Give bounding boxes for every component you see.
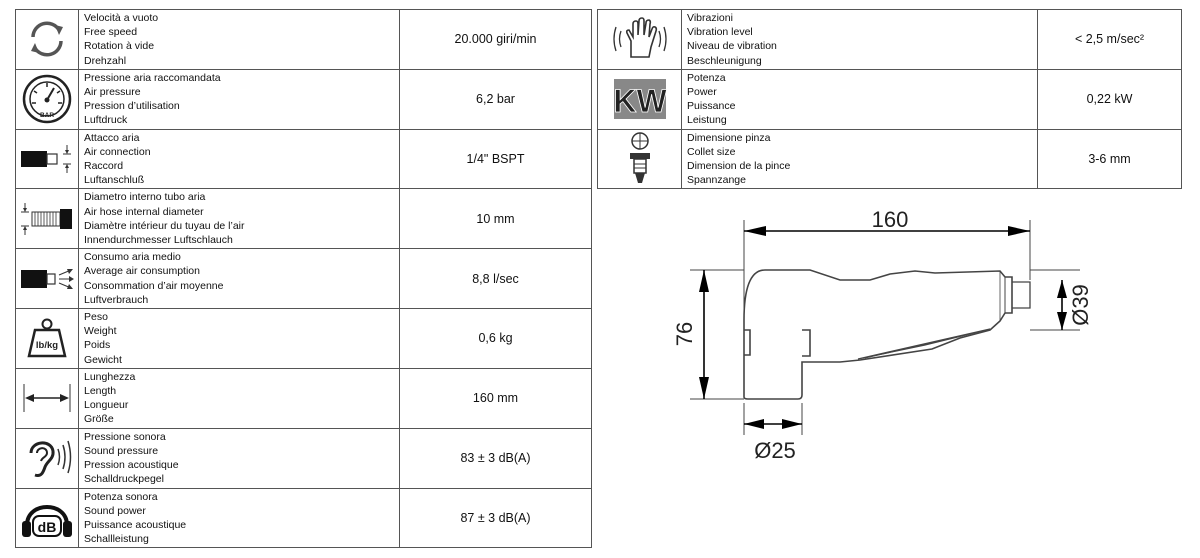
spec-value: 0,6 kg	[400, 309, 592, 369]
tool-outline	[744, 270, 1030, 399]
spec-label-line: Air hose internal diameter	[84, 205, 204, 218]
right-spec-row	[598, 69, 1182, 129]
spec-icon-cell	[16, 129, 79, 189]
spec-label-line: Peso	[84, 311, 108, 324]
spec-value: 0,22 kW	[1038, 69, 1182, 129]
height-dimension-label: 76	[672, 321, 697, 347]
spec-label-cell	[79, 249, 400, 309]
spec-label-line: Air pressure	[84, 86, 141, 99]
spec-label-line: Length	[84, 385, 117, 398]
spec-label-line: Free speed	[84, 26, 138, 39]
spec-label-cell	[682, 69, 1038, 129]
spec-icon-cell	[16, 249, 79, 309]
spec-label-line: Beschleunigung	[687, 54, 762, 67]
headphones-db-icon	[16, 489, 78, 546]
dimension-lines	[704, 231, 1062, 424]
spec-label-line: Dimensione pinza	[687, 131, 771, 144]
spec-label-line: Pression acoustique	[84, 459, 179, 472]
spec-label-line: Sound power	[84, 504, 146, 517]
spec-label-line: Leistung	[687, 114, 727, 127]
spec-label-line: Pression d’utilisation	[84, 100, 180, 113]
left-spec-row	[16, 189, 592, 249]
left-spec-table	[15, 9, 592, 548]
spec-value: 83 ± 3 dB(A)	[400, 428, 592, 488]
power-kw-icon	[598, 71, 681, 128]
base-diameter-label: Ø25	[754, 438, 796, 463]
spec-label-line: Pressione sonora	[84, 430, 166, 443]
spec-label-line: Poids	[84, 339, 111, 352]
spec-label-line: Weight	[84, 325, 117, 338]
spec-label-cell	[79, 309, 400, 369]
spec-label-cell	[682, 10, 1038, 70]
left-spec-row	[16, 249, 592, 309]
spec-icon-cell	[598, 10, 682, 70]
spec-value: 6,2 bar	[400, 69, 592, 129]
spec-label-cell	[79, 428, 400, 488]
spec-icon-cell	[16, 189, 79, 249]
pressure-gauge-icon	[16, 71, 78, 128]
spec-label-line: Puissance	[687, 100, 736, 113]
spec-label-line: Vibrazioni	[687, 12, 733, 24]
spec-label-line: Luftverbrauch	[84, 293, 149, 306]
svg-text:KW: KW	[612, 83, 667, 120]
spec-label-line: Diametro interno tubo aria	[84, 191, 206, 204]
spec-label-line: Air connection	[84, 145, 151, 158]
left-spec-row	[16, 10, 592, 70]
spec-label-line: Gewicht	[84, 353, 122, 366]
spec-label-line: Vibration level	[687, 26, 753, 39]
spec-label-line: Schalldruckpegel	[84, 473, 164, 486]
left-spec-row	[16, 428, 592, 488]
spec-icon-cell	[16, 69, 79, 129]
left-spec-row	[16, 488, 592, 548]
spec-label-cell	[79, 69, 400, 129]
air-connection-icon	[16, 130, 78, 187]
spec-value: 8,8 l/sec	[400, 249, 592, 309]
collet-icon	[598, 131, 681, 188]
spec-label-line: Longueur	[84, 399, 129, 412]
rotation-icon	[16, 11, 78, 68]
left-spec-row	[16, 129, 592, 189]
spec-label-line: Collet size	[687, 145, 736, 158]
spec-label-line: Potenza sonora	[84, 490, 158, 503]
spec-value: < 2,5 m/sec²	[1038, 10, 1182, 70]
spec-label-cell	[79, 10, 400, 70]
spec-label-line: Power	[687, 86, 717, 99]
spec-label-line: Raccord	[84, 160, 124, 173]
spec-label-cell	[682, 129, 1038, 189]
spec-label-cell	[79, 189, 400, 249]
front-diameter-label: Ø39	[1068, 284, 1093, 326]
vibration-hand-icon	[598, 11, 681, 68]
spec-label-line: Innendurchmesser Luftschlauch	[84, 234, 233, 247]
spec-label-line: Pressione aria raccomandata	[84, 71, 221, 84]
right-spec-row	[598, 10, 1182, 70]
spec-label-line: Average air consumption	[84, 265, 200, 278]
spec-label-line: Potenza	[687, 71, 726, 84]
spec-value: 3-6 mm	[1038, 129, 1182, 189]
spec-label-line: Größe	[84, 413, 114, 426]
air-consumption-icon	[16, 250, 78, 307]
spec-label-line: Spannzange	[687, 174, 746, 187]
spec-icon-cell	[598, 129, 682, 189]
weight-icon	[16, 310, 78, 367]
left-spec-row	[16, 368, 592, 428]
svg-text:BAR: BAR	[39, 112, 55, 120]
length-dimension-label: 160	[871, 207, 909, 232]
left-spec-row	[16, 309, 592, 369]
spec-label-line: Niveau de vibration	[687, 40, 777, 53]
spec-icon-cell	[16, 488, 79, 548]
hose-diameter-icon	[16, 190, 78, 247]
spec-label-line: Sound pressure	[84, 444, 159, 457]
spec-label-line: Schallleistung	[84, 533, 149, 546]
spec-value: 160 mm	[400, 368, 592, 428]
spec-value: 10 mm	[400, 189, 592, 249]
spec-label-line: Attacco aria	[84, 131, 140, 144]
spec-icon-cell	[16, 428, 79, 488]
right-spec-row	[598, 129, 1182, 189]
spec-icon-cell	[16, 368, 79, 428]
spec-value: 1/4" BSPT	[400, 129, 592, 189]
left-spec-row	[16, 69, 592, 129]
spec-label-line: Rotation à vide	[84, 40, 155, 53]
spec-label-cell	[79, 368, 400, 428]
spec-label-line: Dimension de la pince	[687, 160, 791, 173]
spec-label-cell	[79, 129, 400, 189]
spec-label-line: Lunghezza	[84, 370, 136, 383]
spec-label-line: Diamètre intérieur du tuyau de l’air	[84, 219, 245, 232]
ear-icon	[16, 429, 78, 486]
spec-label-line: Consommation d’air moyenne	[84, 279, 224, 292]
right-spec-table	[597, 9, 1182, 189]
spec-icon-cell	[16, 10, 79, 70]
spec-icon-cell	[598, 69, 682, 129]
spec-icon-cell	[16, 309, 79, 369]
svg-text:lb/kg: lb/kg	[35, 340, 59, 352]
spec-label-cell	[79, 488, 400, 548]
extension-lines	[690, 220, 1080, 435]
spec-label-line: Consumo aria medio	[84, 251, 181, 264]
spec-value: 20.000 giri/min	[400, 10, 592, 70]
length-arrow-icon	[16, 370, 78, 427]
tool-dimension-drawing	[660, 200, 1110, 480]
spec-value: 87 ± 3 dB(A)	[400, 488, 592, 548]
spec-label-line: Drehzahl	[84, 54, 127, 67]
spec-label-line: Velocità a vuoto	[84, 12, 159, 24]
spec-label-line: Luftanschluß	[84, 174, 145, 187]
svg-text:dB: dB	[37, 518, 57, 535]
spec-label-line: Luftdruck	[84, 114, 128, 127]
spec-label-line: Puissance acoustique	[84, 518, 187, 531]
